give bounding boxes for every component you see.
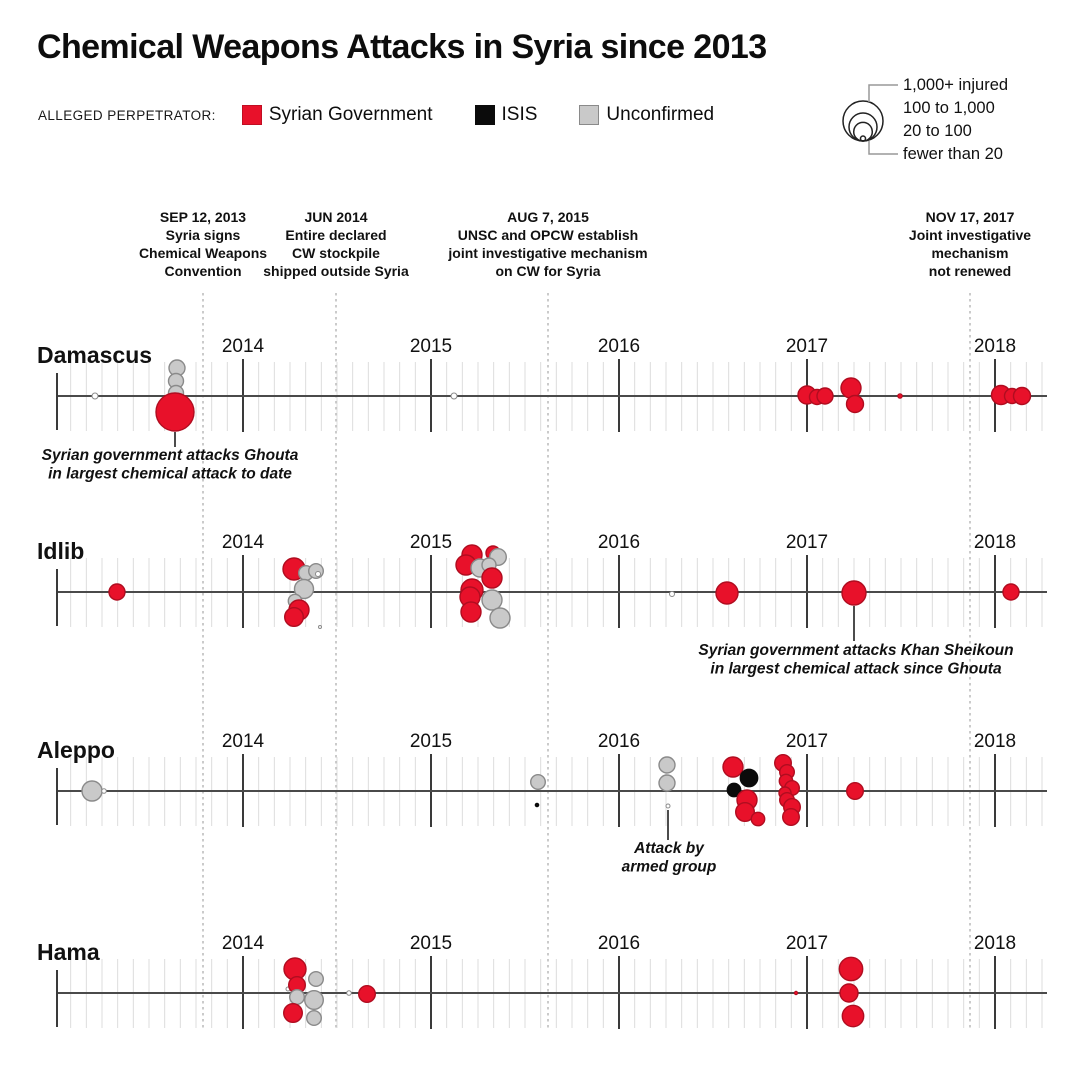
size-legend-circle xyxy=(849,113,877,141)
year-label: 2018 xyxy=(973,933,1017,954)
attack-bubble-open xyxy=(316,572,321,577)
row-label-idlib: Idlib xyxy=(37,538,85,564)
attack-bubble-isis xyxy=(740,769,757,786)
event-annotation: Syria signs xyxy=(165,227,241,243)
attack-bubble-gov xyxy=(482,568,502,588)
year-label: 2018 xyxy=(973,731,1017,752)
year-label: 2015 xyxy=(409,731,453,752)
size-legend-label: 20 to 100 xyxy=(903,122,972,140)
attack-bubble-gov xyxy=(716,582,738,604)
year-label: 2014 xyxy=(221,731,265,752)
callout-annotation: in largest chemical attack since Ghouta xyxy=(710,660,1002,678)
callout-annotation: armed group xyxy=(621,858,717,876)
attack-bubble-gov xyxy=(461,602,481,622)
year-label: 2016 xyxy=(597,731,641,752)
year-label: 2015 xyxy=(409,336,453,357)
event-annotation: not renewed xyxy=(928,263,1012,279)
callout-annotation: Attack by xyxy=(634,840,704,857)
attack-bubble-gov xyxy=(794,991,797,994)
attack-bubble-open xyxy=(92,393,98,399)
callout-annotation: in largest chemical attack to date xyxy=(48,465,292,483)
year-label: 2016 xyxy=(597,336,641,357)
attack-bubble-gov xyxy=(841,378,861,398)
event-annotation: mechanism xyxy=(931,245,1009,261)
attack-bubble-unc xyxy=(531,775,546,790)
attack-bubble-unc xyxy=(490,608,510,628)
event-annotation: UNSC and OPCW establish xyxy=(457,227,639,243)
year-label: 2017 xyxy=(785,933,829,954)
attack-bubble-gov xyxy=(847,396,864,413)
year-label: 2017 xyxy=(785,532,829,553)
event-annotation: SEP 12, 2013 xyxy=(159,209,247,225)
event-annotation: Convention xyxy=(164,263,242,279)
attack-bubble-gov xyxy=(898,394,903,399)
event-annotation: shipped outside Syria xyxy=(263,263,409,279)
year-label: 2016 xyxy=(597,933,641,954)
size-legend-connector-bottom xyxy=(869,141,898,154)
legend-item-label: ISIS xyxy=(501,104,538,125)
attack-bubble-gov xyxy=(156,393,194,431)
event-annotation: AUG 7, 2015 xyxy=(507,209,589,225)
attack-bubble-unc xyxy=(309,972,324,987)
attack-bubble-gov xyxy=(817,388,833,404)
attack-bubble-open xyxy=(666,804,670,808)
perpetrator-legend-label: ALLEGED PERPETRATOR: xyxy=(38,107,216,123)
event-annotation: CW stockpile xyxy=(292,245,380,261)
attack-bubble-open xyxy=(319,626,322,629)
year-label: 2014 xyxy=(221,532,265,553)
year-label: 2018 xyxy=(973,532,1017,553)
attack-bubble-open xyxy=(102,789,107,794)
attack-bubble-gov xyxy=(1014,388,1031,405)
attack-bubble-open xyxy=(347,991,352,996)
size-legend-label: fewer than 20 xyxy=(903,145,1003,163)
attack-bubble-unc xyxy=(659,775,675,791)
year-label: 2018 xyxy=(973,336,1017,357)
attack-bubble-gov xyxy=(723,757,743,777)
event-annotation: Chemical Weapons xyxy=(138,245,268,261)
legend-item-label: Unconfirmed xyxy=(606,104,715,125)
attack-bubble-gov xyxy=(842,1005,863,1026)
size-legend-circle xyxy=(861,136,866,141)
attack-bubble-open xyxy=(451,393,457,399)
attack-bubble-unc xyxy=(659,757,675,773)
attack-bubble-unc xyxy=(305,991,324,1010)
attack-bubble-gov xyxy=(1003,584,1019,600)
attack-bubble-unc xyxy=(82,781,102,801)
callout-annotation: Syrian government attacks Khan Sheikoun xyxy=(698,642,1014,659)
attack-bubble-gov xyxy=(839,957,862,980)
event-annotation: on CW for Syria xyxy=(495,263,601,279)
attack-bubble-unc xyxy=(290,990,305,1005)
event-annotation: Entire declared xyxy=(285,227,387,243)
year-label: 2014 xyxy=(221,933,265,954)
callout-annotation: Syrian government attacks Ghouta xyxy=(41,447,299,464)
attack-bubble-gov xyxy=(285,608,304,627)
attack-bubble-gov xyxy=(109,584,125,600)
event-annotation: NOV 17, 2017 xyxy=(925,209,1015,225)
attack-bubble-gov xyxy=(842,581,866,605)
attack-bubble-gov xyxy=(847,783,864,800)
size-legend-label: 1,000+ injured xyxy=(903,76,1009,94)
row-label-damascus: Damascus xyxy=(37,342,153,368)
attack-bubble-gov xyxy=(359,986,376,1003)
row-label-hama: Hama xyxy=(37,939,100,965)
attack-bubble-gov xyxy=(783,809,800,826)
year-label: 2016 xyxy=(597,532,641,553)
size-legend-label: 100 to 1,000 xyxy=(903,99,995,117)
year-label: 2014 xyxy=(221,336,265,357)
attack-bubble-gov xyxy=(751,812,764,825)
attack-bubble-gov xyxy=(284,1004,303,1023)
attack-bubble-unc xyxy=(307,1011,322,1026)
year-label: 2017 xyxy=(785,336,829,357)
year-label: 2015 xyxy=(409,933,453,954)
page-title: Chemical Weapons Attacks in Syria since 2013 xyxy=(37,28,767,66)
legend-item-label: Syrian Government xyxy=(268,104,433,125)
year-label: 2015 xyxy=(409,532,453,553)
size-legend-circle xyxy=(843,101,883,141)
size-legend-connector-top xyxy=(869,85,898,102)
attack-bubble-gov xyxy=(840,984,858,1002)
year-label: 2017 xyxy=(785,731,829,752)
event-annotation: Joint investigative xyxy=(908,227,1032,243)
attack-bubble-isis xyxy=(535,803,539,807)
size-legend-circle xyxy=(854,122,873,141)
row-label-aleppo: Aleppo xyxy=(37,737,115,763)
attack-bubble-unc xyxy=(482,590,502,610)
attack-bubble-open xyxy=(670,592,675,597)
event-annotation: joint investigative mechanism xyxy=(448,245,648,261)
event-annotation: JUN 2014 xyxy=(304,209,368,225)
